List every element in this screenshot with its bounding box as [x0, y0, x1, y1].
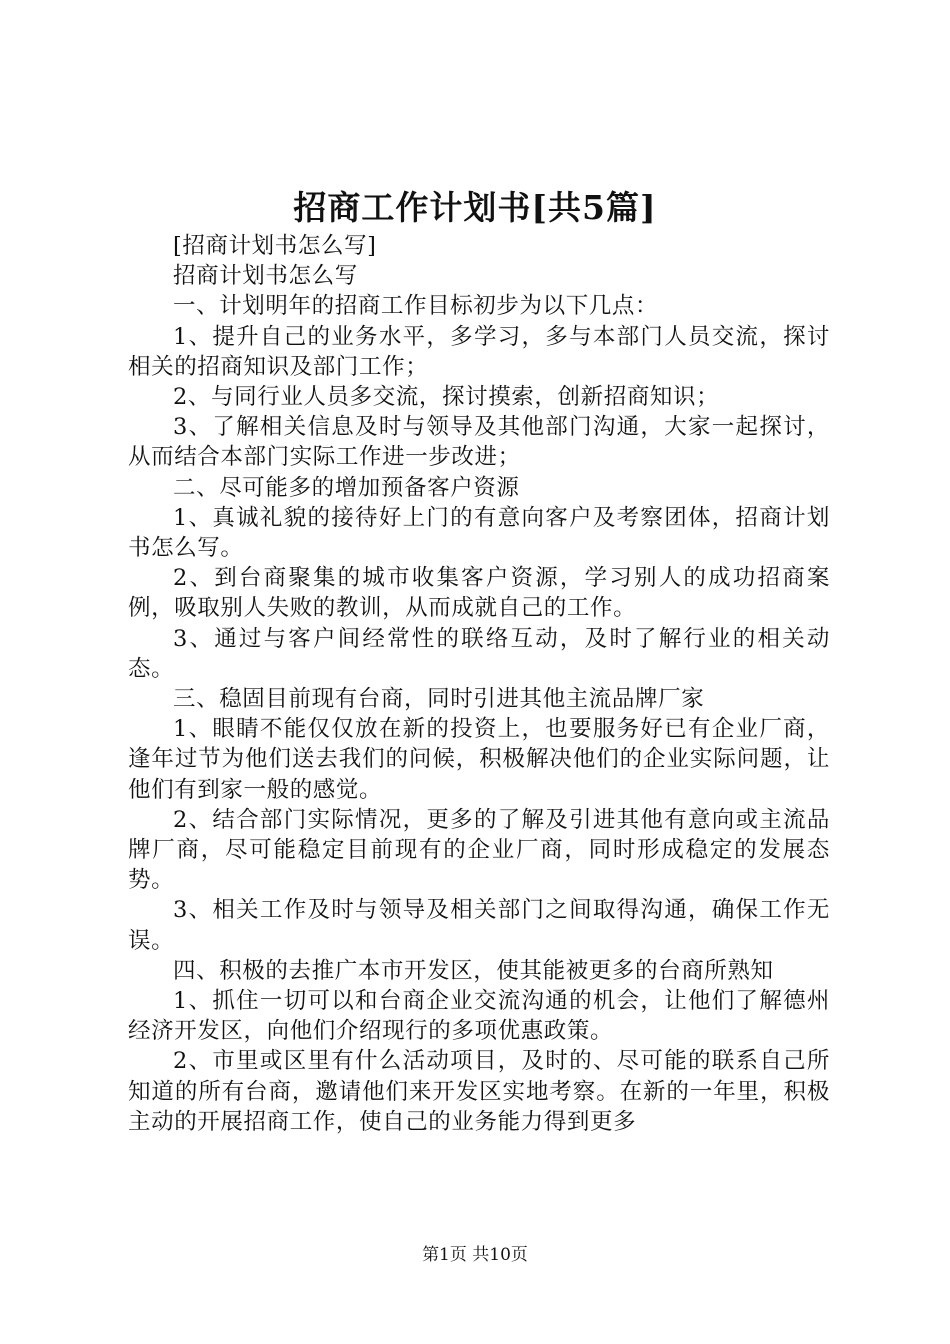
paragraph: 1、提升自己的业务水平，多学习，多与本部门人员交流，探讨相关的招商知识及部门工作； — [128, 323, 830, 380]
page-footer — [0, 1243, 950, 1267]
document-body — [128, 231, 830, 1137]
paragraph: 四、积极的去推广本市开发区，使其能被更多的台商所熟知 — [173, 957, 774, 984]
paragraph: [招商计划书怎么写] — [173, 233, 377, 259]
paragraph: 2、结合部门实际情况，更多的了解及引进其他有意向或主流品牌厂商，尽可能稳定目前现有的企业厂商，同时形成稳定的发展态势。 — [128, 806, 830, 894]
page-total: 共10页 — [472, 1245, 528, 1265]
paragraph: 一、计划明年的招商工作目标初步为以下几点： — [173, 293, 659, 320]
document-title: 招商工作计划书[共5篇] — [293, 188, 657, 227]
paragraph: 1、抓住一切可以和台商企业交流沟通的机会，让他们了解德州经济开发区，向他们介绍现行的多项优惠政策。 — [128, 988, 830, 1045]
paragraph: 2、到台商聚集的城市收集客户资源，学习别人的成功招商案例，吸取别人失败的教训，从而成就自己的工作。 — [128, 565, 830, 622]
paragraph: 三、稳固目前现有台商，同时引进其他主流品牌厂家 — [173, 686, 705, 713]
paragraph: 1、真诚礼貌的接待好上门的有意向客户及考察团体，招商计划书怎么写。 — [128, 504, 830, 562]
paragraph: 1、眼睛不能仅仅放在新的投资上，也要服务好已有企业厂商，逢年过节为他们送去我们的问候，积极解决他们的企业实际问题，让他们有到家一般的感觉。 — [128, 716, 830, 803]
paragraph: 3、通过与客户间经常性的联络互动，及时了解行业的相关动态。 — [128, 625, 830, 682]
paragraph: 3、相关工作及时与领导及相关部门之间取得沟通，确保工作无误。 — [128, 897, 830, 954]
page-number: 第1页 — [422, 1245, 467, 1265]
paragraph: 2、市里或区里有什么活动项目，及时的、尽可能的联系自己所知道的所有台商，邀请他们来开发区实地考察。在新的一年里，积极主动的开展招商工作，使自己的业务能力得到更多 — [128, 1048, 830, 1135]
paragraph: 2、与同行业人员多交流，探讨摸索，创新招商知识； — [173, 384, 720, 411]
paragraph: 3、了解相关信息及时与领导及其他部门沟通，大家一起探讨，从而结合本部门实际工作进一步改进； — [128, 414, 830, 471]
paragraph: 二、尽可能多的增加预备客户资源 — [173, 474, 520, 501]
paragraph: 招商计划书怎么写 — [173, 263, 358, 290]
